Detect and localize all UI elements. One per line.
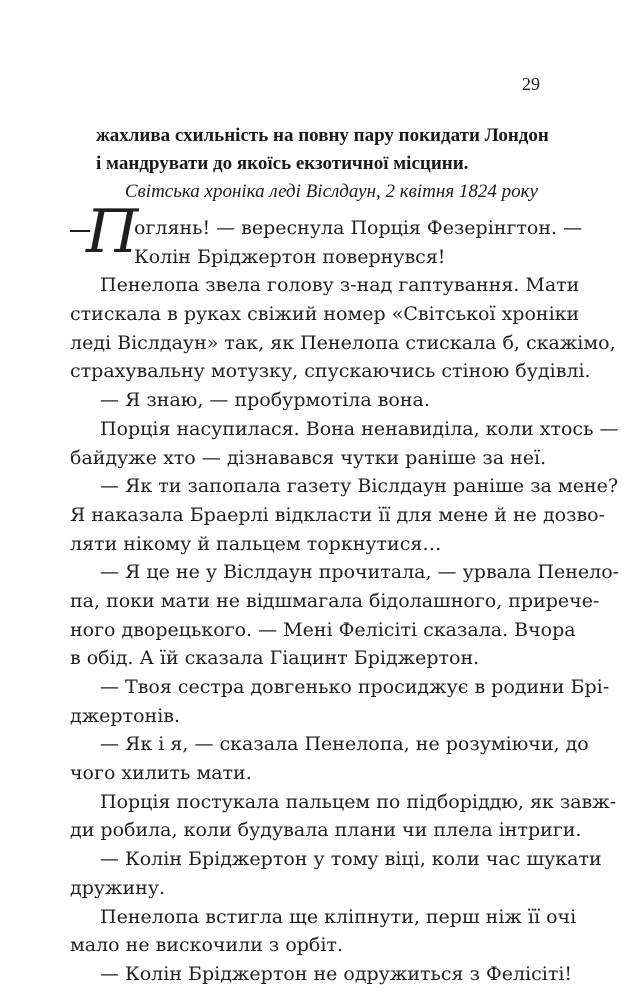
text-line: страхувальну мотузку, спускаючись стіною будівлі. — [70, 360, 591, 383]
text-line: джертонів. — [70, 704, 181, 727]
text-line: в обід. А їй сказала Гіацинт Бріджертон. — [70, 647, 480, 670]
text-line: па, поки мати не відшмагала бідолашного, прирече- — [70, 589, 600, 612]
text-line: байдуже хто — дізнавався чутки раніше за неї. — [70, 446, 547, 469]
text-line: стискала в руках свіжий номер «Світської хроніки — [70, 303, 580, 326]
text-line: Я наказала Браерлі відкласти її для мене й не дозво- — [70, 503, 606, 526]
text-line: Колін Бріджертон повернувся! — [134, 245, 446, 268]
text-line: ди робила, коли будувала плани чи плела інтриги. — [70, 819, 582, 842]
epigraph-line: жахлива схильність на повну пару покидати Лондон — [96, 125, 549, 146]
epigraph-line: і мандрувати до якоїсь екзотичної місцини. — [96, 153, 469, 174]
epigraph-attribution: Світська хроніка леді Віслдаун, 2 квітня 1824 року — [124, 181, 538, 202]
drop-cap-letter: П — [86, 197, 139, 267]
text-line: дружину. — [70, 876, 166, 899]
text-line: ного дворецького. — Мені Фелісіті сказала. Вчора — [70, 618, 576, 641]
text-line: ляти нікому й пальцем торкнутися… — [70, 532, 442, 555]
text-line: Порція постукала пальцем по підборіддю, як завж- — [100, 790, 617, 813]
text-line: — Колін Бріджертон у тому віці, коли час шукати — [100, 848, 602, 871]
text-line: Пенелопа встигла ще кліпнути, перш ніж її очі — [100, 905, 577, 928]
text-line: Порція насупилася. Вона ненавиділа, коли хтось — — [100, 417, 619, 440]
text-line: леді Віслдаун» так, як Пенелопа стискала б, скажімо, — [70, 331, 616, 354]
text-line: — Я знаю, — пробурмотіла вона. — [100, 389, 430, 412]
text-line: чого хилить мати. — [70, 762, 252, 785]
page-number: 29 — [522, 74, 540, 94]
text-line: — Колін Бріджертон не одружиться з Фелісіті! — [100, 962, 573, 985]
text-line: — Твоя сестра довгенько просиджує в родини Брі- — [100, 676, 610, 698]
text-line: — Я це не у Віслдаун прочитала, — урвала Пенело- — [100, 561, 620, 584]
text-line: оглянь! — вереснула Порція Фезерінгтон. — — [134, 217, 583, 239]
text-line: — Як ти запопала газету Віслдаун раніше за мене? — [100, 475, 619, 498]
body-text — [70, 214, 620, 989]
text-line: Пенелопа звела голову з-над гаптування. Мати — [100, 274, 580, 297]
epigraph — [96, 122, 549, 206]
text-line: мало не вискочили з орбіт. — [70, 934, 343, 957]
text-line: — Як і я, — сказала Пенелопа, не розуміючи, до — [100, 733, 589, 756]
